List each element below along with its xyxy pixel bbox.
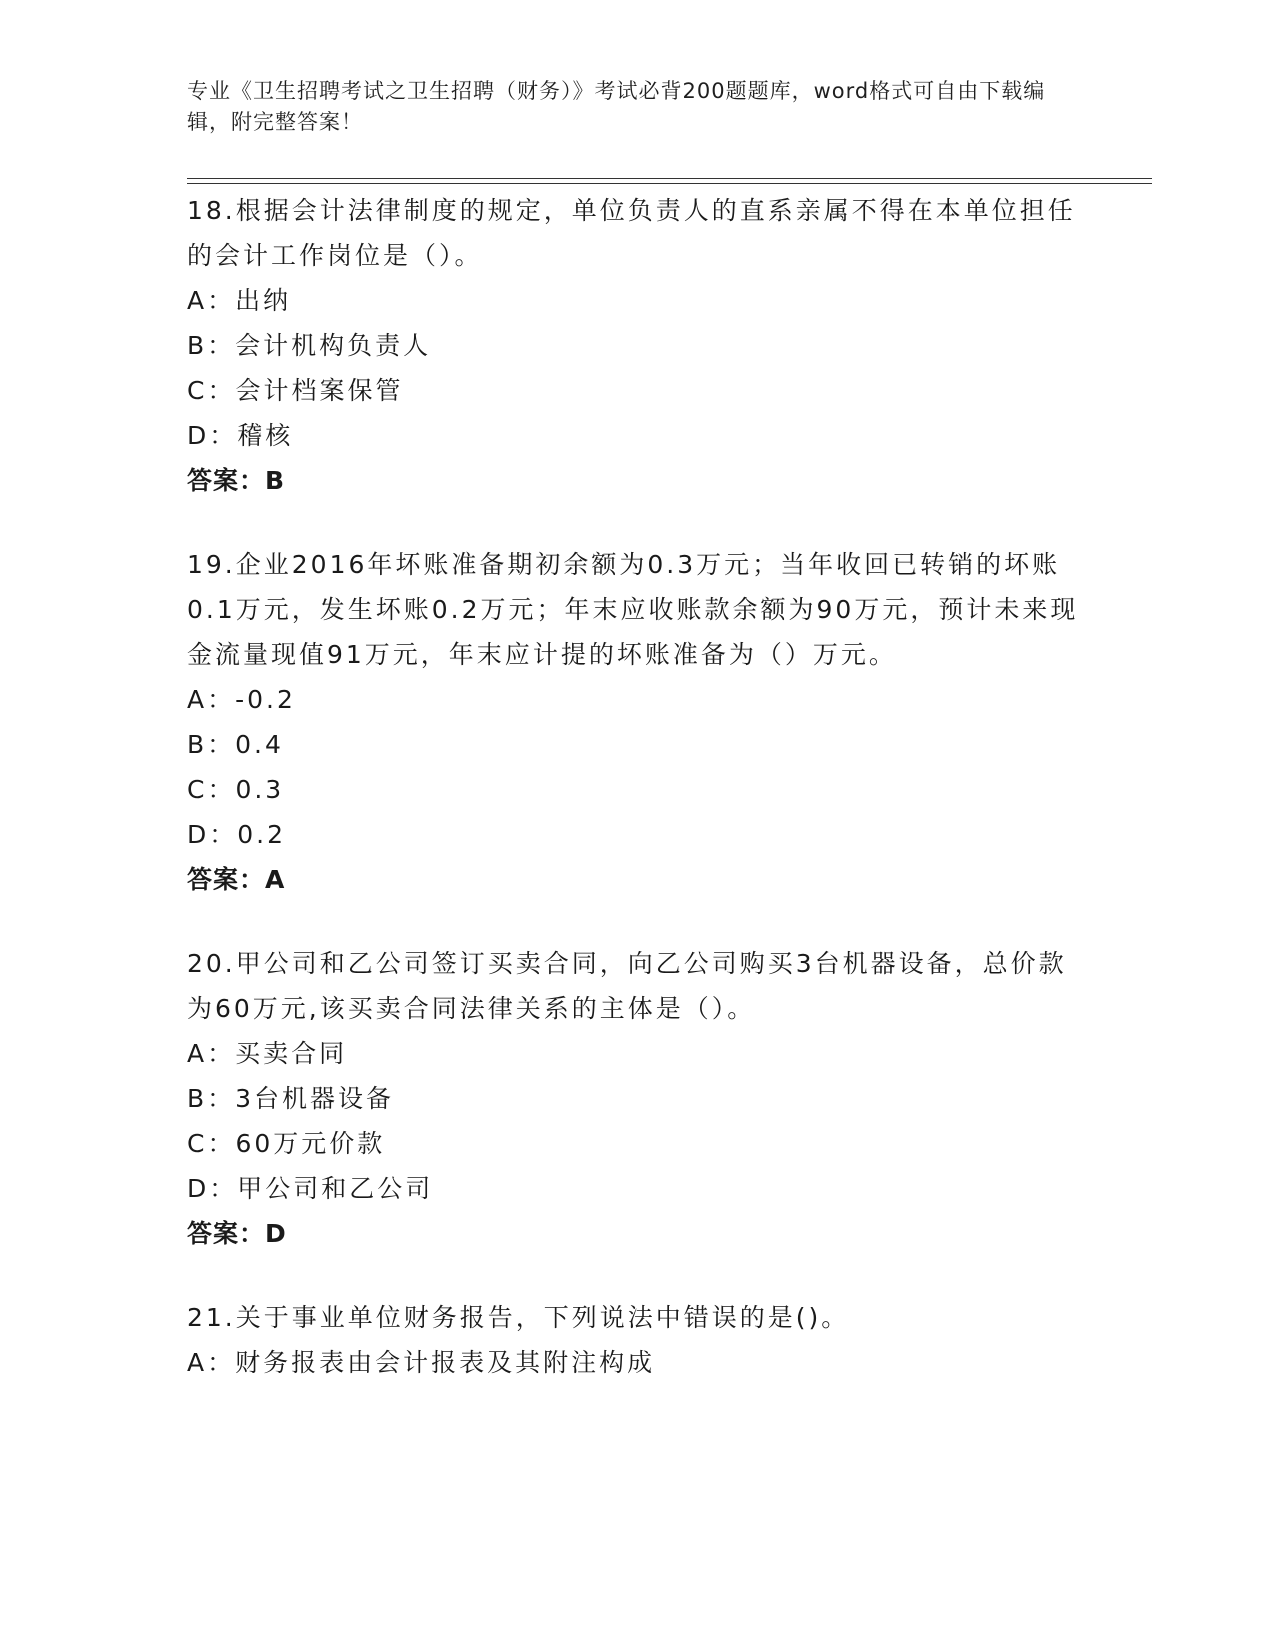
question-list [187, 188, 1087, 1424]
option-c: C：0.3 [187, 775, 285, 804]
option-a: A：-0.2 [187, 685, 296, 714]
option-c: C：会计档案保管 [187, 376, 404, 405]
answer: 答案：D [187, 1219, 287, 1248]
question-text: 18.根据会计法律制度的规定，单位负责人的直系亲属不得在本单位担任的会计工作岗位是（）。 [187, 196, 1076, 270]
option-c: C：60万元价款 [187, 1129, 386, 1158]
answer: 答案：B [187, 466, 286, 495]
answer: 答案：A [187, 865, 286, 894]
question-text: 21.关于事业单位财务报告，下列说法中错误的是()。 [187, 1303, 850, 1332]
page-header: 专业《卫生招聘考试之卫生招聘（财务）》考试必背200题题库，word格式可自由下载编辑，附完整答案！ [187, 79, 1046, 134]
option-d: D：甲公司和乙公司 [187, 1174, 434, 1203]
question-text: 20.甲公司和乙公司签订买卖合同，向乙公司购买3台机器设备，总价款为60万元,该买卖合同法律关系的主体是（）。 [187, 949, 1067, 1023]
option-a: A：买卖合同 [187, 1039, 348, 1068]
option-b: B：0.4 [187, 730, 284, 759]
question-18 [187, 188, 1087, 503]
option-d: D：稽核 [187, 421, 294, 450]
option-d: D：0.2 [187, 820, 287, 849]
question-text: 19.企业2016年坏账准备期初余额为0.3万元；当年收回已转销的坏账0.1万元，发生坏账0.2万元；年末应收账款余额为90万元，预计未来现金流量现值91万元，年末应计提的坏账准备为（）万元。 [187, 550, 1079, 669]
question-20 [187, 941, 1087, 1256]
option-a: A：出纳 [187, 286, 292, 315]
question-19 [187, 542, 1087, 902]
question-21 [187, 1295, 1087, 1385]
option-a: A：财务报表由会计报表及其附注构成 [187, 1348, 656, 1377]
option-b: B：3台机器设备 [187, 1084, 395, 1113]
header-divider [187, 178, 1152, 184]
option-b: B：会计机构负责人 [187, 331, 432, 360]
